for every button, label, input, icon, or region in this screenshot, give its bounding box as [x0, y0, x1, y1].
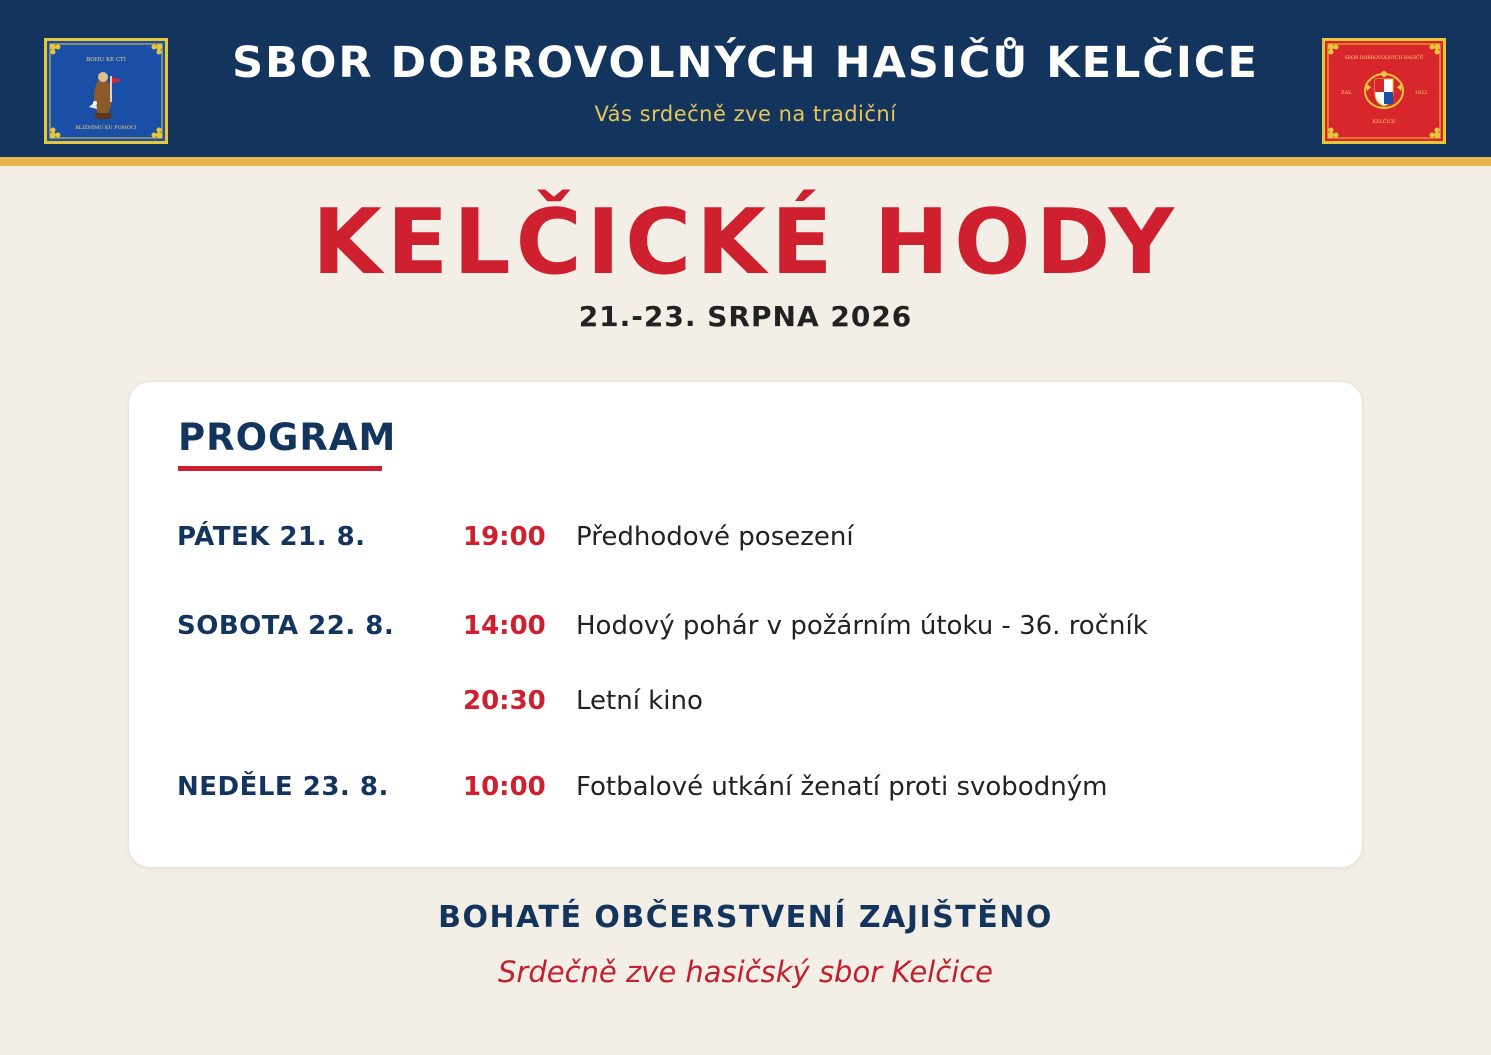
fire-brigade-coat-of-arms-flag-icon — [1325, 41, 1443, 141]
program-day: PÁTEK 21. 8. — [177, 522, 366, 552]
program-heading-underline — [178, 466, 382, 471]
organization-title: SBOR DOBROVOLNÝCH HASIČŮ KELČICE — [232, 38, 1259, 88]
invitation-signature: Srdečně zve hasičský sbor Kelčice — [497, 955, 994, 989]
refreshments-notice: BOHATÉ OBČERSTVENÍ ZAJIŠTĚNO — [438, 900, 1053, 935]
program-time: 19:00 — [463, 522, 546, 552]
svg-text:SBOR DOBROVOLNÝCH HASIČŮ: SBOR DOBROVOLNÝCH HASIČŮ — [1344, 56, 1424, 61]
svg-text:ZAL.: ZAL. — [1341, 90, 1353, 96]
svg-text:BOHU KE CTI: BOHU KE CTI — [86, 57, 126, 63]
program-row — [129, 772, 1362, 812]
program-time: 20:30 — [463, 686, 546, 716]
event-date: 21.-23. SRPNA 2026 — [578, 300, 913, 333]
svg-text:1922: 1922 — [1414, 90, 1428, 96]
program-activity: Předhodové posezení — [576, 522, 854, 552]
svg-text:KELČICE: KELČICE — [1372, 120, 1396, 125]
event-title: KELČICKÉ HODY — [312, 190, 1179, 295]
svg-text:BLIŽNÍMU KU POMOCI: BLIŽNÍMU KU POMOCI — [75, 125, 137, 131]
program-time: 14:00 — [463, 611, 546, 641]
right-flag — [1322, 38, 1446, 144]
program-row — [129, 686, 1362, 726]
program-activity: Hodový pohár v požárním útoku - 36. ročník — [576, 611, 1148, 641]
program-heading: PROGRAM — [178, 416, 397, 459]
program-day: SOBOTA 22. 8. — [177, 611, 395, 641]
program-card — [128, 381, 1363, 868]
program-activity: Fotbalové utkání ženatí proti svobodným — [576, 772, 1108, 802]
program-row — [129, 522, 1362, 562]
header-banner — [0, 0, 1491, 166]
invitation-text: Vás srdečně zve na tradiční — [594, 102, 897, 126]
program-activity: Letní kino — [576, 686, 703, 716]
program-row — [129, 611, 1362, 651]
program-time: 10:00 — [463, 772, 546, 802]
program-day: NEDĚLE 23. 8. — [177, 772, 389, 802]
